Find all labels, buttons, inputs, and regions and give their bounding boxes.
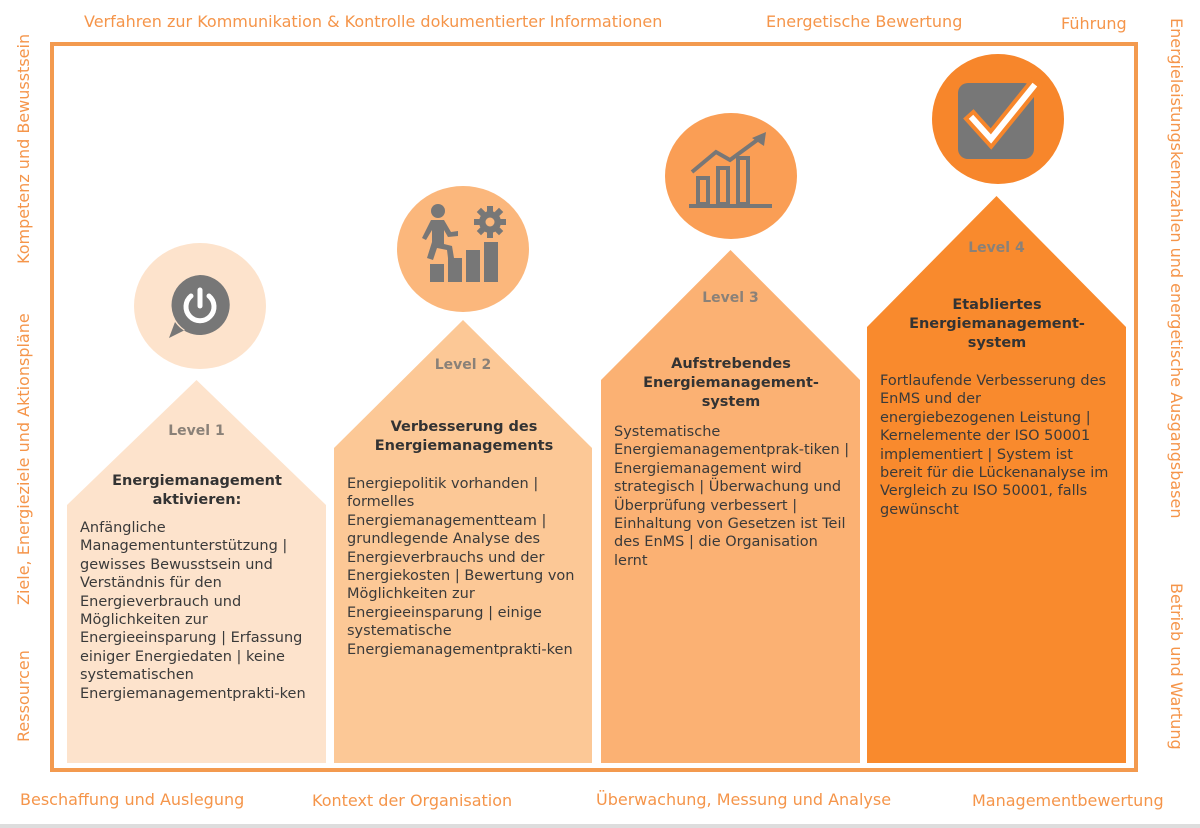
- level-1-description: Anfängliche Managementunterstützung | gewisses Bewusstsein und Verständnis für den Energieverbrauch und Möglichkeiten zur Energieeinsparung | Erfassung einiger Energiedaten | keine systematischen Energiemanagementprakti-ken: [80, 520, 306, 702]
- edge-label-right-enpi: Energieleistungskennzahlen und energetische Ausgangsbasen: [1167, 18, 1186, 519]
- level-4-description: Fortlaufende Verbesserung des EnMS und der energiebezogenen Leistung | Kernelemente der ISO 50001 implementiert | System ist bereit für die Lückenanalyse im Vergleich zu ISO 50001, falls gewünscht: [880, 373, 1109, 518]
- level-2-label: Level 2: [434, 357, 492, 373]
- edge-label-bottom-procurement: Beschaffung und Auslegung: [20, 790, 245, 809]
- level-4-label: Level 4: [968, 240, 1025, 256]
- level-4-column: [867, 196, 1126, 763]
- edge-label-left-competence: Kompetenz und Bewusstsein: [14, 33, 33, 264]
- edge-label-left-resources: Ressourcen: [14, 650, 33, 742]
- person-climbing-gear-icon: [420, 200, 510, 290]
- power-icon: [163, 270, 237, 344]
- edge-label-top-leadership: Führung: [1061, 14, 1127, 33]
- level-2-column: [334, 320, 592, 763]
- level-3-title: Aufstrebendes Energiemanagement-system: [643, 356, 819, 410]
- level-3-label: Level 3: [702, 290, 759, 306]
- level-1-label: Level 1: [168, 423, 225, 439]
- edge-label-right-operation: Betrieb und Wartung: [1167, 583, 1186, 750]
- edge-label-bottom-monitoring: Überwachung, Messung und Analyse: [596, 790, 892, 809]
- edge-label-top-documented-information: Verfahren zur Kommunikation & Kontrolle dokumentierter Informationen: [84, 12, 663, 31]
- level-3-description: Systematische Energiemanagementprak-tiken | Energiemanagement wird strategisch | Überwachung und Überprüfung verbessert | Einhaltung von Gesetzen ist Teil des EnMS | die Organisation lernt: [614, 424, 850, 569]
- edge-label-bottom-management-review: Managementbewertung: [972, 791, 1164, 810]
- bottom-border-strip: [0, 824, 1200, 828]
- level-4-title: Etabliertes Energiemanagement-system: [909, 297, 1085, 351]
- level-2-description: Energiepolitik vorhanden | formelles Energiemanagementteam | grundlegende Analyse des Energieverbrauchs und der Energiekosten | Bewertung von Möglichkeiten zur Energieeinsparung | einige systematische Energiemanagementprakti-ken: [347, 476, 575, 658]
- edge-label-left-objectives: Ziele, Energieziele und Aktionspläne: [14, 313, 33, 605]
- level-2-title: Verbesserung des Energiemanagements: [374, 419, 554, 454]
- checkbox-icon: [953, 75, 1043, 165]
- level-1-title: Energiemanagement aktivieren:: [112, 473, 282, 508]
- edge-label-bottom-context: Kontext der Organisation: [312, 791, 513, 810]
- level-1-column: [67, 380, 326, 763]
- level-3-column: [601, 250, 860, 763]
- edge-label-top-energy-review: Energetische Bewertung: [766, 12, 963, 31]
- growth-chart-icon: [686, 128, 776, 218]
